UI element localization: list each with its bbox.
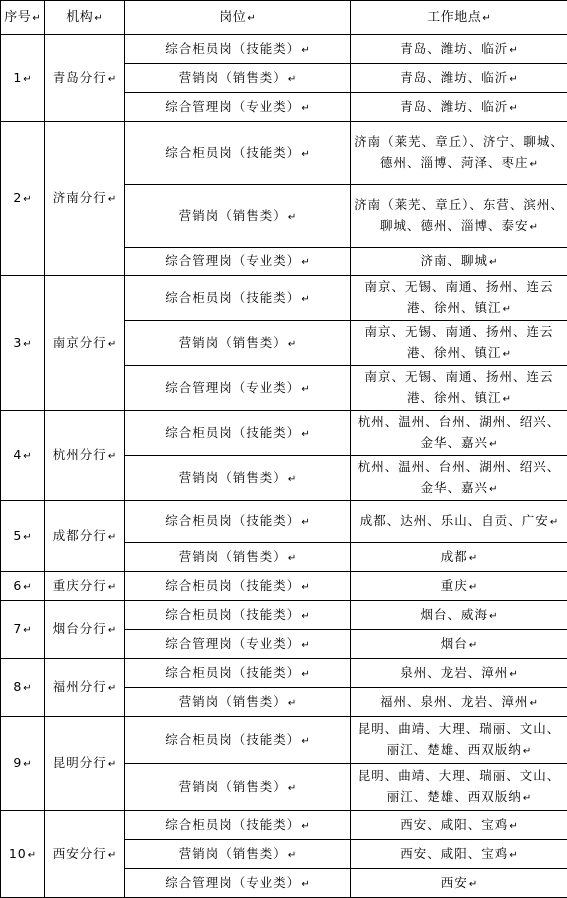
location-cell: 成都↵	[351, 543, 567, 572]
row-index-cell: 4↵	[1, 411, 45, 501]
location-cell: 重庆↵	[351, 572, 567, 601]
row-index-cell: 6↵	[1, 572, 45, 601]
position-cell: 营销岗（销售类）↵	[125, 688, 351, 717]
branch-cell: 西安分行↵	[45, 811, 125, 898]
table-row	[1, 276, 567, 321]
position-cell: 营销岗（销售类）↵	[125, 456, 351, 501]
table-row	[1, 659, 567, 688]
row-index-cell: 9↵	[1, 717, 45, 811]
position-cell: 综合柜员岗（技能类）↵	[125, 35, 351, 64]
location-cell: 昆明、曲靖、大理、瑞丽、文山、丽江、楚雄、西双版纳↵	[351, 764, 567, 811]
location-cell: 青岛、潍坊、临沂↵	[351, 35, 567, 64]
position-cell: 综合管理岗（专业类）↵	[125, 93, 351, 122]
row-index-cell: 1↵	[1, 35, 45, 122]
position-cell: 综合柜员岗（技能类）↵	[125, 276, 351, 321]
position-cell: 综合管理岗（专业类）↵	[125, 366, 351, 411]
header-branch: 机构↵	[45, 1, 125, 35]
location-cell: 泉州、龙岩、漳州↵	[351, 659, 567, 688]
position-cell: 营销岗（销售类）↵	[125, 840, 351, 869]
branch-cell: 青岛分行↵	[45, 35, 125, 122]
table-row	[1, 411, 567, 456]
location-cell: 南京、无锡、南通、扬州、连云港、徐州、镇江↵	[351, 321, 567, 366]
branch-cell: 昆明分行↵	[45, 717, 125, 811]
header-location: 工作地点↵	[351, 1, 567, 35]
location-cell: 青岛、潍坊、临沂↵	[351, 93, 567, 122]
location-cell: 西安↵	[351, 869, 567, 898]
position-cell: 综合管理岗（专业类）↵	[125, 869, 351, 898]
location-cell: 烟台↵	[351, 630, 567, 659]
location-cell: 西安、咸阳、宝鸡↵	[351, 840, 567, 869]
table-row	[1, 122, 567, 185]
location-cell: 成都、达州、乐山、自贡、广安↵	[351, 501, 567, 543]
location-cell: 杭州、温州、台州、湖州、绍兴、金华、嘉兴↵	[351, 456, 567, 501]
location-cell: 济南（莱芜、章丘）、济宁、聊城、德州、淄博、菏泽、枣庄↵	[351, 122, 567, 185]
position-cell: 综合柜员岗（技能类）↵	[125, 811, 351, 840]
location-cell: 西安、咸阳、宝鸡↵	[351, 811, 567, 840]
branch-cell: 杭州分行↵	[45, 411, 125, 501]
location-cell: 昆明、曲靖、大理、瑞丽、文山、丽江、楚雄、西双版纳↵	[351, 717, 567, 764]
position-cell: 营销岗（销售类）↵	[125, 764, 351, 811]
position-cell: 综合管理岗（专业类）↵	[125, 248, 351, 276]
branch-cell: 重庆分行↵	[45, 572, 125, 601]
position-cell: 综合柜员岗（技能类）↵	[125, 501, 351, 543]
position-cell: 综合柜员岗（技能类）↵	[125, 717, 351, 764]
location-cell: 青岛、潍坊、临沂↵	[351, 64, 567, 93]
header-position: 岗位↵	[125, 1, 351, 35]
header-index: 序号↵	[1, 1, 45, 35]
row-index-cell: 5↵	[1, 501, 45, 572]
branch-cell: 烟台分行↵	[45, 601, 125, 659]
table-row	[1, 717, 567, 764]
row-index-cell: 8↵	[1, 659, 45, 717]
position-cell: 综合柜员岗（技能类）↵	[125, 411, 351, 456]
location-cell: 烟台、威海↵	[351, 601, 567, 630]
table-row	[1, 811, 567, 840]
branch-cell: 成都分行↵	[45, 501, 125, 572]
branch-cell: 济南分行↵	[45, 122, 125, 276]
row-index-cell: 7↵	[1, 601, 45, 659]
position-cell: 综合柜员岗（技能类）↵	[125, 572, 351, 601]
position-cell: 营销岗（销售类）↵	[125, 543, 351, 572]
location-cell: 济南（莱芜、章丘）、东营、滨州、聊城、德州、淄博、泰安↵	[351, 185, 567, 248]
position-cell: 营销岗（销售类）↵	[125, 64, 351, 93]
row-index-cell: 2↵	[1, 122, 45, 276]
table-row	[1, 35, 567, 64]
location-cell: 南京、无锡、南通、扬州、连云港、徐州、镇江↵	[351, 276, 567, 321]
row-index-cell: 3↵	[1, 276, 45, 411]
location-cell: 南京、无锡、南通、扬州、连云港、徐州、镇江↵	[351, 366, 567, 411]
location-cell: 杭州、温州、台州、湖州、绍兴、金华、嘉兴↵	[351, 411, 567, 456]
position-cell: 综合柜员岗（技能类）↵	[125, 659, 351, 688]
branch-cell: 南京分行↵	[45, 276, 125, 411]
location-cell: 福州、泉州、龙岩、漳州↵	[351, 688, 567, 717]
position-cell: 综合管理岗（专业类）↵	[125, 630, 351, 659]
table-row	[1, 501, 567, 543]
branch-cell: 福州分行↵	[45, 659, 125, 717]
table-row	[1, 572, 567, 601]
location-cell: 济南、聊城↵	[351, 248, 567, 276]
position-cell: 综合柜员岗（技能类）↵	[125, 601, 351, 630]
position-cell: 营销岗（销售类）↵	[125, 185, 351, 248]
position-cell: 营销岗（销售类）↵	[125, 321, 351, 366]
table-row	[1, 601, 567, 630]
header-row	[1, 1, 567, 35]
position-cell: 综合柜员岗（技能类）↵	[125, 122, 351, 185]
row-index-cell: 10↵	[1, 811, 45, 898]
